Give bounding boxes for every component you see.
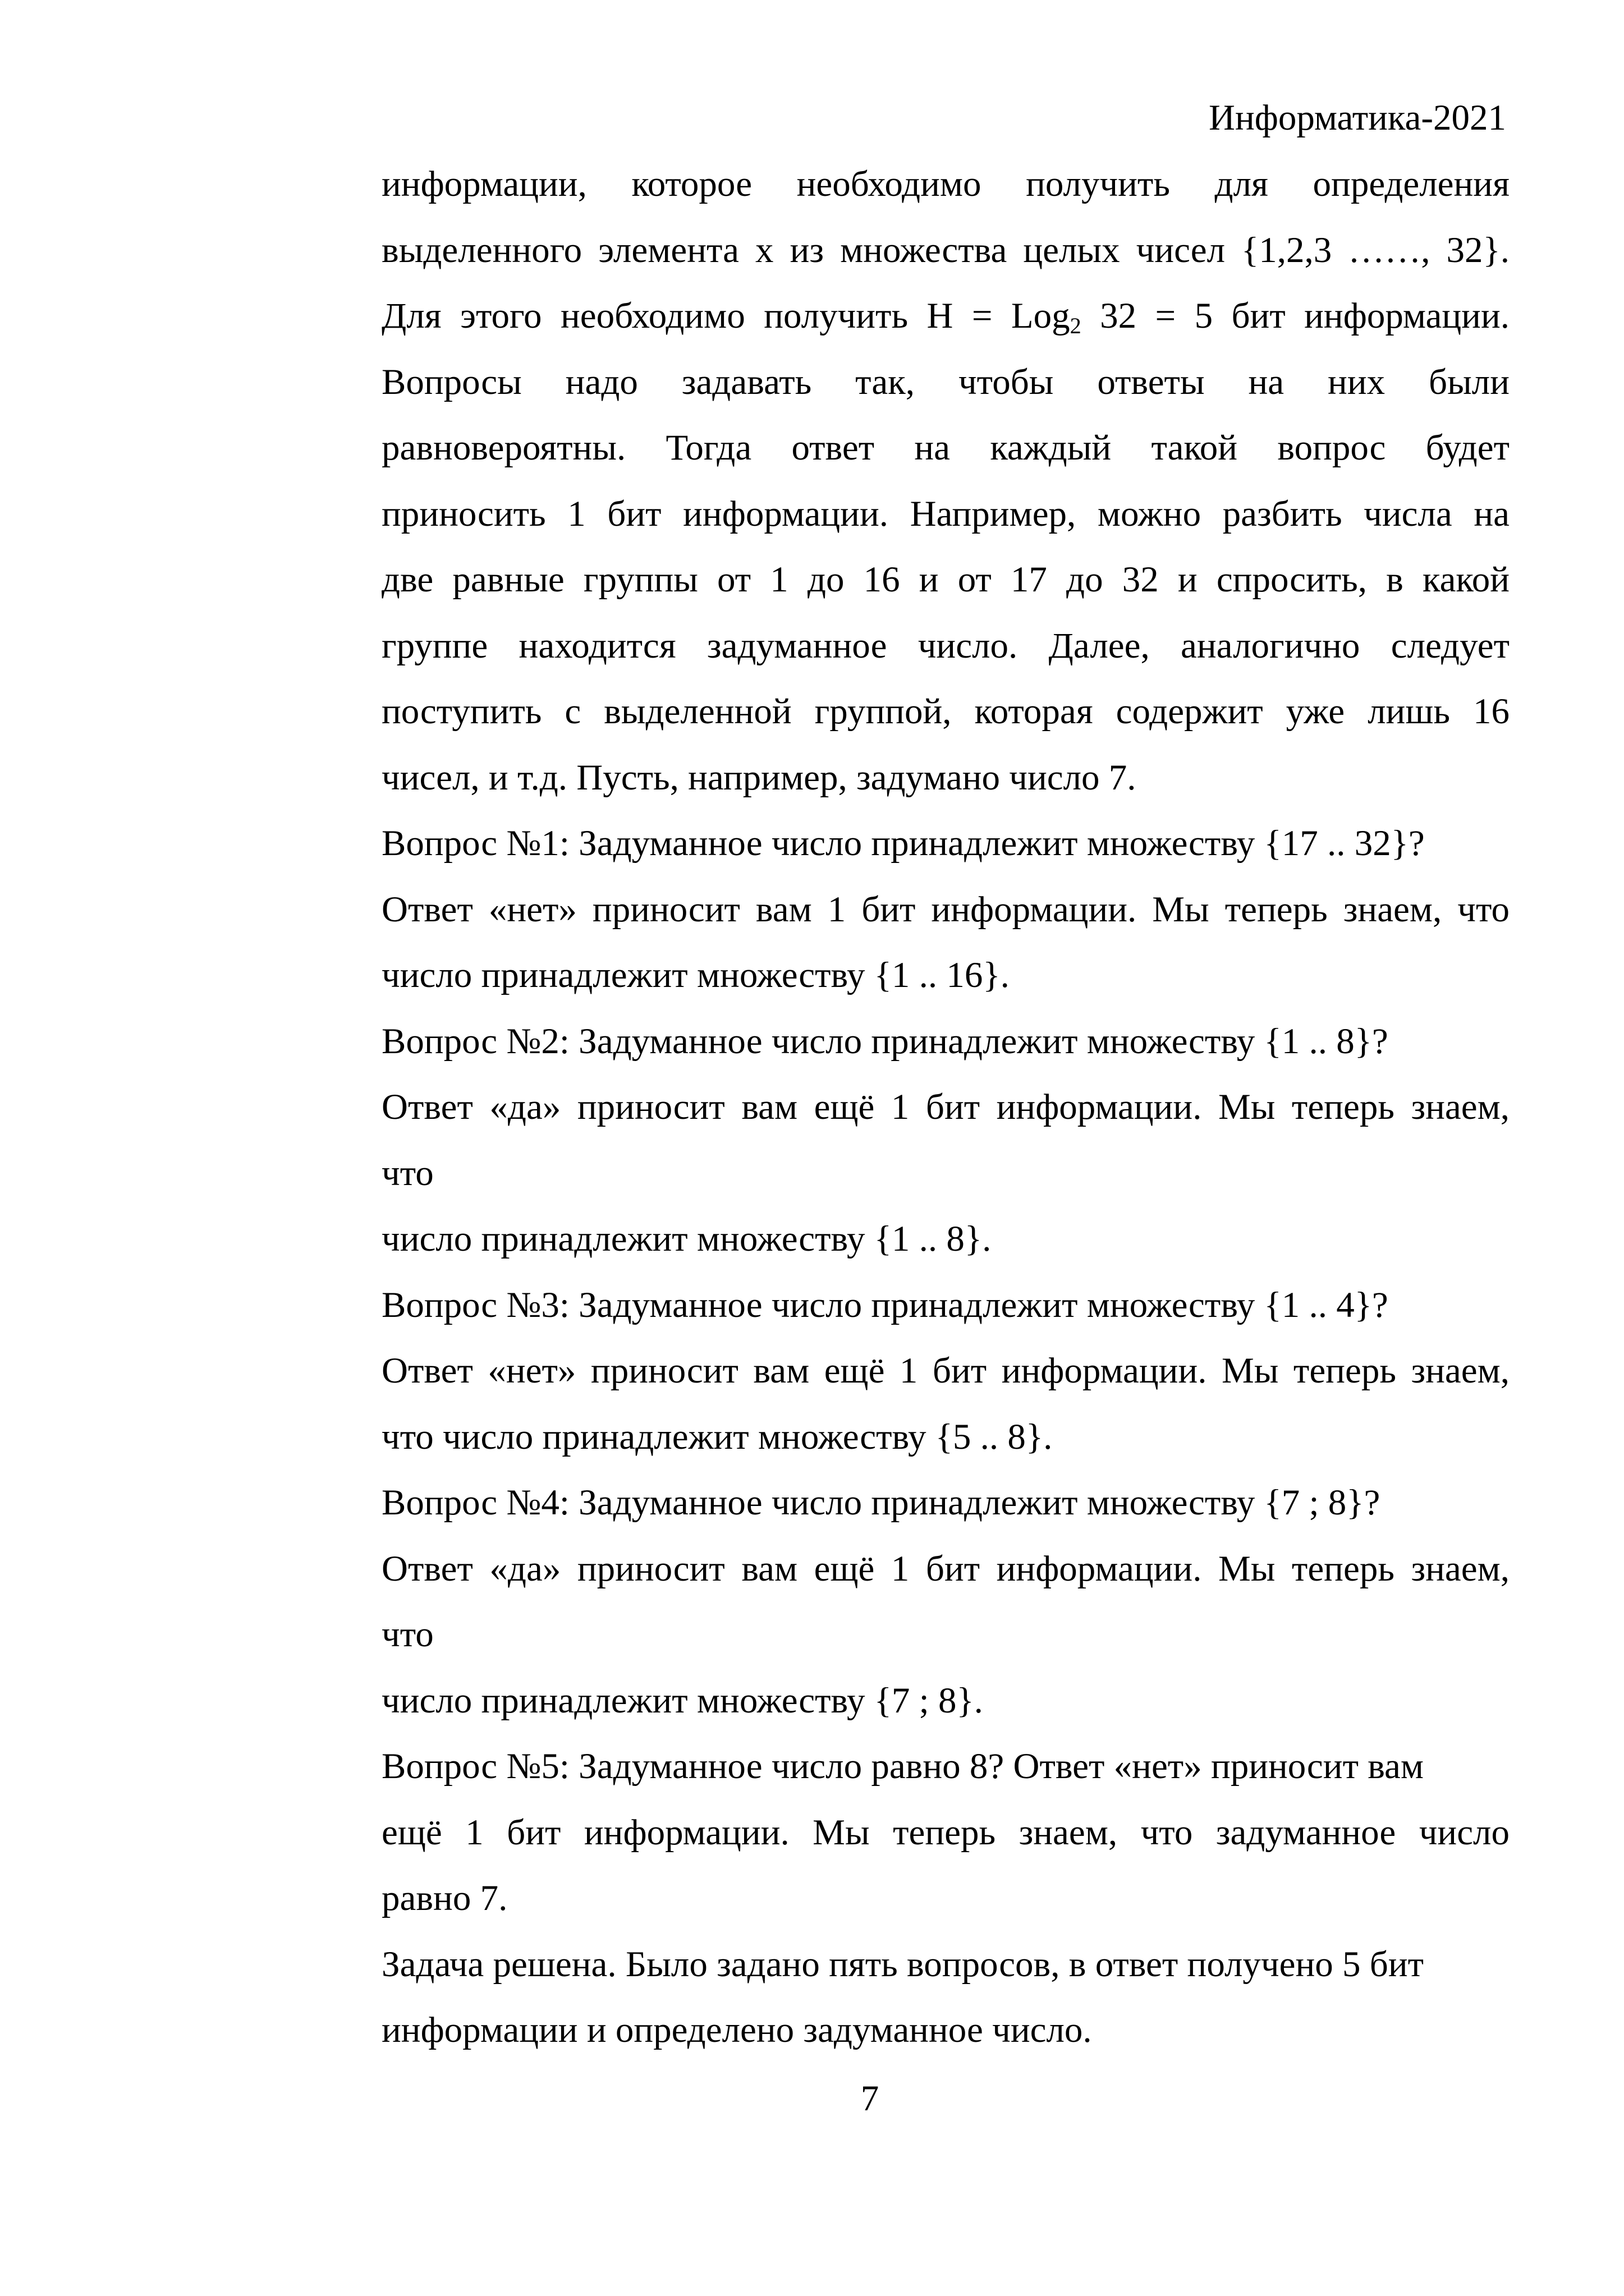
text-line: Для этого необходимо получить H = Log$_2$ 32 = 5 бит информации. xyxy=(382,296,1510,339)
log-subscript: 2 xyxy=(1070,313,1081,339)
text-line: число принадлежит множеству {1 .. 16}. xyxy=(382,955,1010,995)
question-line: Вопрос №3: Задуманное число принадлежит множеству {1 .. 4}? xyxy=(382,1284,1388,1325)
text-line: группе находится задуманное число. Далее, аналогично следует xyxy=(382,625,1510,666)
body-text xyxy=(382,151,1510,2064)
question-line: Вопрос №2: Задуманное число принадлежит множеству {1 .. 8}? xyxy=(382,1021,1388,1062)
question-line: Вопрос №4: Задуманное число принадлежит множеству {7 ; 8}? xyxy=(382,1482,1380,1523)
answer-line: Ответ «нет» приносит вам 1 бит информации. Мы теперь знаем, что xyxy=(382,889,1510,930)
answer-line: Ответ «да» приносит вам ещё 1 бит информации. Мы теперь знаем, xyxy=(382,1087,1510,1127)
text-line: чисел, и т.д. Пусть, например, задумано число 7. xyxy=(382,757,1136,798)
text-line: приносить 1 бит информации. Например, можно разбить числа на xyxy=(382,493,1510,534)
text-line: две равные группы от 1 до 16 и от 17 до 32 и спросить, в какой xyxy=(382,559,1510,600)
text-line: равно 7. xyxy=(382,1878,508,1918)
conclusion-line: информации и определено задуманное число. xyxy=(382,2010,1092,2050)
running-header: Информатика-2021 xyxy=(1209,98,1506,138)
text-line: поступить с выделенной группой, которая содержит уже лишь 16 xyxy=(382,691,1510,732)
question-line: Вопрос №5: Задуманное число равно 8? Ответ «нет» приносит вам xyxy=(382,1746,1424,1787)
question-line: Вопрос №1: Задуманное число принадлежит множеству {17 .. 32}? xyxy=(382,823,1425,864)
text-line: Вопросы надо задавать так, чтобы ответы на них были xyxy=(382,361,1510,402)
text-line: ещё 1 бит информации. Мы теперь знаем, что задуманное число xyxy=(382,1812,1510,1853)
conclusion-line: Задача решена. Было задано пять вопросов, в ответ получено 5 бит xyxy=(382,1944,1424,1985)
text-line: что xyxy=(382,1614,434,1655)
answer-line: Ответ «да» приносит вам ещё 1 бит информации. Мы теперь знаем, xyxy=(382,1548,1510,1589)
text-line: что xyxy=(382,1152,434,1193)
text-line: что число принадлежит множеству {5 .. 8}. xyxy=(382,1416,1053,1457)
text-line: равновероятны. Тогда ответ на каждый такой вопрос будет xyxy=(382,428,1510,468)
text-line: число принадлежит множеству {1 .. 8}. xyxy=(382,1219,992,1259)
text-line: выделенного элемента x из множества целых чисел {1,2,3 ……, 32}. xyxy=(382,229,1510,270)
text-line: информации, которое необходимо получить для определения xyxy=(382,164,1510,204)
answer-line: Ответ «нет» приносит вам ещё 1 бит информации. Мы теперь знаем, xyxy=(382,1351,1510,1391)
page-number: 7 xyxy=(860,2078,879,2119)
text-line: число принадлежит множеству {7 ; 8}. xyxy=(382,1680,983,1721)
